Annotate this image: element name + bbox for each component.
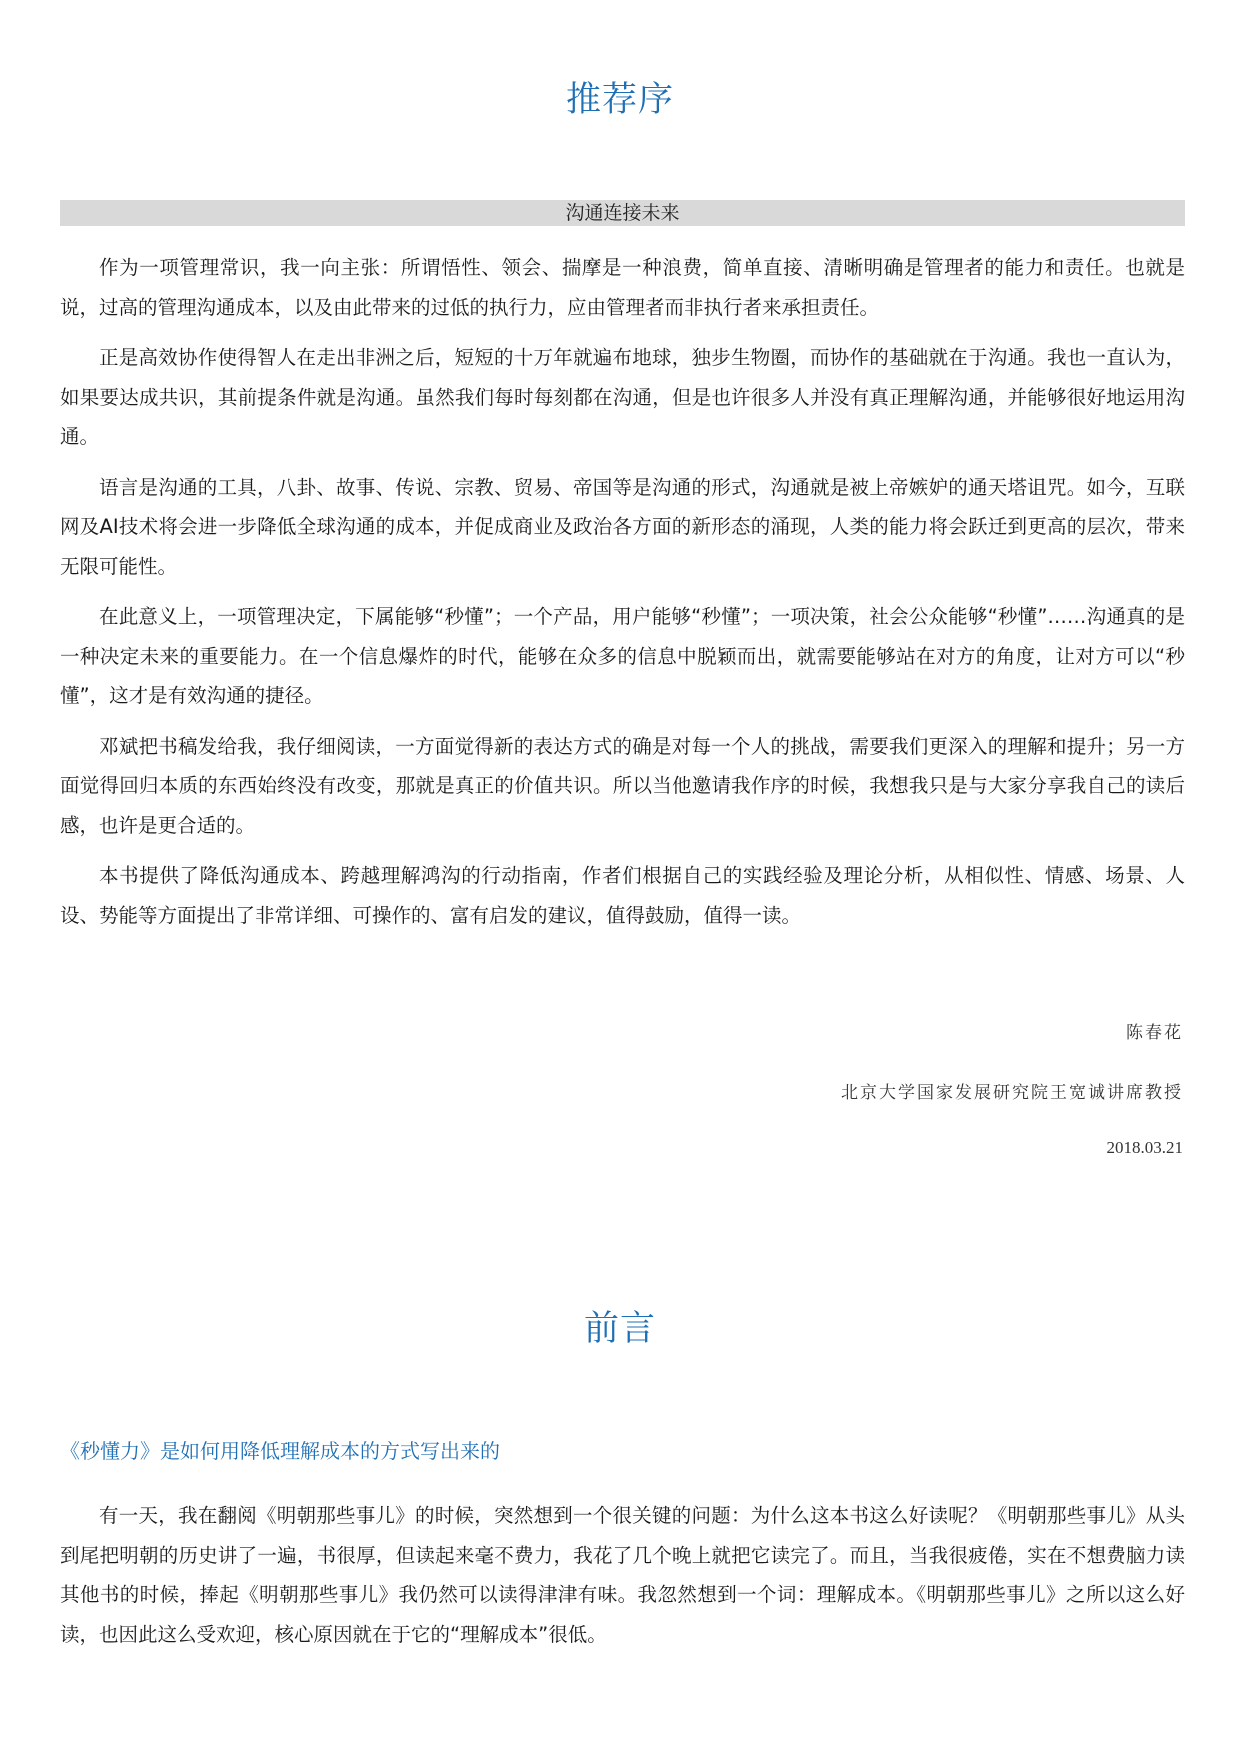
signature-position: 北京大学国家发展研究院王宽诚讲席教授: [841, 1083, 1183, 1103]
preface-paragraph-1: 有一天，我在翻阅《明朝那些事儿》的时候，突然想到一个很关键的问题：为什么这本书这么好读呢？《明朝那些事儿》从头到尾把明朝的历史讲了一遍，书很厚，但读起来毫不费力，我花了几个晚上就把它读完了。而且，当我很疲倦，实在不想费脑力读其他书的时候，捧起《明朝那些事儿》我仍然可以读得津津有味。我忽然想到一个词：理解成本。《明朝那些事儿》之所以这么好读，也因此这么受欢迎，核心原因就在于它的“理解成本”很低。: [60, 1504, 1185, 1646]
signature-name: 陈春花: [1126, 1023, 1183, 1043]
recommend-body: [60, 248, 1185, 935]
preface-title: 前言: [583, 1309, 656, 1349]
recommend-paragraph-5: 邓斌把书稿发给我，我仔细阅读，一方面觉得新的表达方式的确是对每一个人的挑战，需要我们更深入的理解和提升；另一方面觉得回归本质的东西始终没有改变，那就是真正的价值共识。所以当他邀请我作序的时候，我想我只是与大家分享我自己的读后感，也许是更合适的。: [60, 734, 1185, 837]
recommend-title: 推荐序: [565, 80, 674, 120]
recommend-paragraph-6: 本书提供了降低沟通成本、跨越理解鸿沟的行动指南，作者们根据自己的实践经验及理论分析，从相似性、情感、场景、人设、势能等方面提出了非常详细、可操作的、富有启发的建议，值得鼓励，值得一读。: [60, 864, 1185, 927]
recommend-subtitle-bar: 沟通连接未来: [60, 200, 1185, 226]
recommend-paragraph-4: 在此意义上，一项管理决定，下属能够“秒懂”；一个产品，用户能够“秒懂”；一项决策，社会公众能够“秒懂”……沟通真的是一种决定未来的重要能力。在一个信息爆炸的时代，能够在众多的信息中脱颖而出，就需要能够站在对方的角度，让对方可以“秒懂”，这才是有效沟通的捷径。: [60, 605, 1185, 707]
recommend-paragraph-2: 正是高效协作使得智人在走出非洲之后，短短的十万年就遍布地球，独步生物圈，而协作的基础就在于沟通。我也一直认为，如果要达成共识，其前提条件就是沟通。虽然我们每时每刻都在沟通，但是也许很多人并没有真正理解沟通，并能够很好地运用沟通。: [60, 346, 1185, 448]
preface-body: [60, 1496, 1185, 1654]
recommend-paragraph-1: 作为一项管理常识，我一向主张：所谓悟性、领会、揣摩是一种浪费，简单直接、清晰明确是管理者的能力和责任。也就是说，过高的管理沟通成本，以及由此带来的过低的执行力，应由管理者而非执行者来承担责任。: [60, 256, 1185, 319]
preface-chapter-heading: 《秒懂力》是如何用降低理解成本的方式写出来的: [60, 1439, 500, 1463]
signature-date: 2018.03.21: [1106, 1138, 1183, 1157]
recommend-paragraph-3: 语言是沟通的工具，八卦、故事、传说、宗教、贸易、帝国等是沟通的形式，沟通就是被上帝嫉妒的通天塔诅咒。如今，互联网及AI技术将会进一步降低全球沟通的成本，并促成商业及政治各方面的新形态的涌现，人类的能力将会跃迁到更高的层次，带来无限可能性。: [60, 475, 1185, 578]
